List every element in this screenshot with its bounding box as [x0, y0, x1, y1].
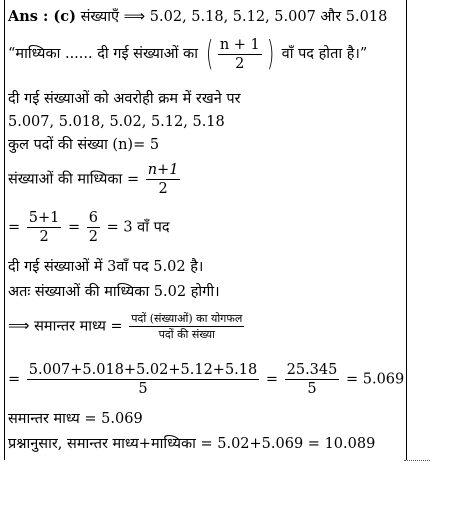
left-paren: (: [205, 34, 213, 74]
median-step: [8, 210, 170, 245]
statement-fraction: [218, 37, 262, 72]
mean-def-text: समान्तर माध्य: [34, 318, 106, 335]
statement-close: वाँ पद होता है।”: [281, 46, 368, 62]
mean-calc-den: 5: [138, 381, 148, 397]
third-term-line: दी गई संख्याओं में 3वाँ पद 5.02 है।: [8, 259, 204, 275]
answer-values: 5.02, 5.18, 5.12, 5.007 और 5.018: [149, 9, 388, 25]
mean-calc-eq: =: [8, 371, 21, 388]
count-line: कुल पदों की संख्या (n)= 5: [8, 137, 160, 153]
median-result-line: अतः संख्याओं की माध्यिका 5.02 होगी।: [8, 284, 220, 300]
ordered-values: 5.007, 5.018, 5.02, 5.12, 5.18: [8, 114, 225, 130]
mean-calc-num2: 25.345: [286, 362, 338, 378]
median-formula: [8, 162, 182, 197]
step-f2-num: 6: [88, 210, 98, 226]
statement-frac-den: 2: [235, 55, 245, 72]
ordering-line: दी गई संख्याओं को अवरोही क्रम में रखने पर: [8, 91, 241, 107]
step-fraction-2: [87, 210, 100, 245]
mean-calculation: [8, 362, 404, 397]
step-rest: = 3 वाँ पद: [106, 219, 170, 236]
mean-def-den: पदों की संख्या: [158, 328, 215, 341]
mean-calc-eq2: =: [265, 371, 279, 388]
median-frac-num: n+1: [147, 162, 179, 178]
mean-definition: [8, 312, 246, 341]
answer-text: संख्याएँ: [80, 9, 120, 25]
median-formula-eq: =: [126, 171, 140, 188]
mean-calc-result: = 5.069: [345, 371, 405, 388]
implies-arrow-icon: ⟹: [123, 7, 146, 25]
step-eq2: =: [67, 219, 81, 236]
mean-calc-den2: 5: [307, 381, 317, 397]
step-eq1: =: [8, 219, 21, 236]
mean-calc-num: 5.007+5.018+5.02+5.12+5.18: [28, 362, 258, 378]
mean-def-num: पदों (संख्याओं) का योगफल: [131, 312, 243, 325]
step-f2-den: 2: [88, 229, 98, 245]
dotted-divider: [404, 460, 430, 461]
answer-label: Ans : (c): [8, 8, 76, 25]
statement-open: “माध्यिका ...... दी गई संख्याओं का: [8, 46, 198, 62]
right-paren: ): [266, 34, 275, 74]
step-f1-num: 5+1: [28, 210, 60, 226]
answer-line: [8, 7, 387, 26]
mean-calc-fraction-2: [285, 362, 340, 397]
mean-def-fraction: [129, 312, 244, 341]
implies-arrow-icon-2: ⟹: [8, 316, 30, 335]
step-f1-den: 2: [39, 229, 49, 245]
median-formula-fraction: [146, 162, 181, 197]
statement-frac-num: n + 1: [219, 36, 260, 53]
median-formula-text: संख्याओं की माध्यिका: [8, 171, 123, 188]
mean-calc-fraction: [27, 362, 259, 397]
median-frac-den: 2: [158, 181, 168, 197]
mean-result-line: समान्तर माध्य = 5.069: [8, 411, 143, 427]
final-sum-line: प्रश्नानुसार, समान्तर माध्य+माध्यिका = 5.02+5.069 = 10.089: [8, 436, 376, 452]
mean-def-eq: =: [110, 318, 123, 335]
step-fraction-1: [27, 210, 62, 245]
median-statement: [8, 34, 367, 74]
